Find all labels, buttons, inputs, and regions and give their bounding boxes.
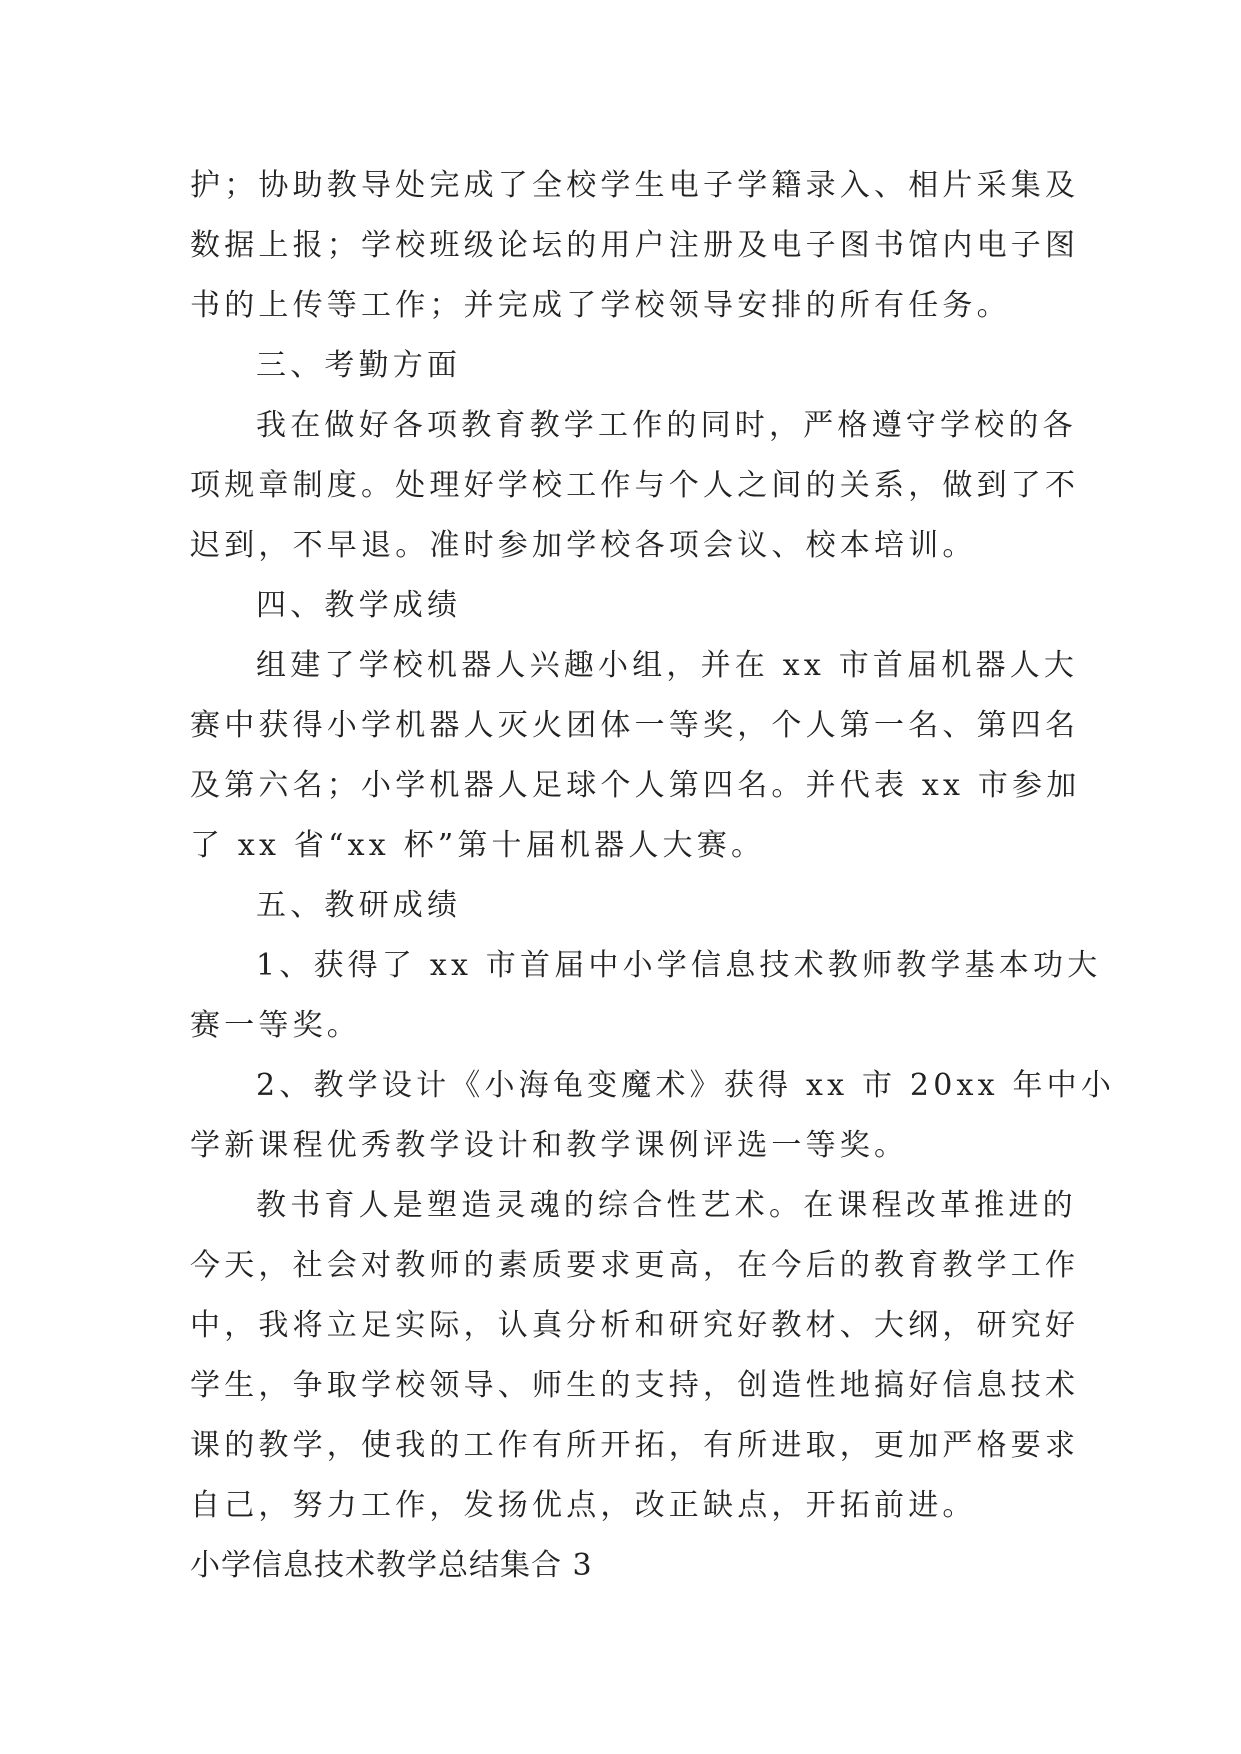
paragraph-line: 自己，努力工作，发扬优点，改正缺点，开拓前进。 bbox=[190, 1488, 977, 1523]
paragraph-line: 1、获得了 xx 市首届中小学信息技术教师教学基本功大 bbox=[256, 948, 1102, 983]
paragraph-line: 学生，争取学校领导、师生的支持，创造性地搞好信息技术 bbox=[190, 1368, 1080, 1403]
section-heading: 五、教研成绩 bbox=[256, 888, 462, 923]
paragraph-line: 了 xx 省“xx 杯”第十届机器人大赛。 bbox=[190, 828, 766, 863]
paragraph-line: 项规章制度。处理好学校工作与个人之间的关系，做到了不 bbox=[190, 468, 1080, 503]
paragraph-line: 教书育人是塑造灵魂的综合性艺术。在课程改革推进的 bbox=[256, 1188, 1077, 1223]
paragraph-line: 赛中获得小学机器人灭火团体一等奖，个人第一名、第四名 bbox=[190, 708, 1080, 743]
paragraph-line: 中，我将立足实际，认真分析和研究好教材、大纲，研究好 bbox=[190, 1308, 1080, 1343]
section-heading: 四、教学成绩 bbox=[256, 588, 462, 623]
paragraph-line: 及第六名；小学机器人足球个人第四名。并代表 xx 市参加 bbox=[190, 768, 1081, 803]
paragraph-line: 书的上传等工作；并完成了学校领导安排的所有任务。 bbox=[190, 288, 1011, 323]
paragraph-line: 2、教学设计《小海龟变魔术》获得 xx 市 20xx 年中小 bbox=[256, 1068, 1116, 1103]
paragraph-line: 课的教学，使我的工作有所开拓，有所进取，更加严格要求 bbox=[190, 1428, 1080, 1463]
paragraph-line: 护；协助教导处完成了全校学生电子学籍录入、相片采集及 bbox=[190, 168, 1080, 203]
paragraph-line: 赛一等奖。 bbox=[190, 1008, 361, 1043]
paragraph-line: 我在做好各项教育教学工作的同时，严格遵守学校的各 bbox=[256, 408, 1077, 443]
paragraph-line: 迟到，不早退。准时参加学校各项会议、校本培训。 bbox=[190, 528, 977, 563]
paragraph-line: 数据上报；学校班级论坛的用户注册及电子图书馆内电子图 bbox=[190, 228, 1080, 263]
section-title: 小学信息技术教学总结集合 3 bbox=[190, 1548, 593, 1583]
document-body bbox=[190, 156, 1116, 1596]
section-heading: 三、考勤方面 bbox=[256, 348, 462, 383]
paragraph-line: 今天，社会对教师的素质要求更高，在今后的教育教学工作 bbox=[190, 1248, 1080, 1283]
paragraph-line: 学新课程优秀教学设计和教学课例评选一等奖。 bbox=[190, 1128, 909, 1163]
paragraph-line: 组建了学校机器人兴趣小组，并在 xx 市首届机器人大 bbox=[256, 648, 1079, 683]
